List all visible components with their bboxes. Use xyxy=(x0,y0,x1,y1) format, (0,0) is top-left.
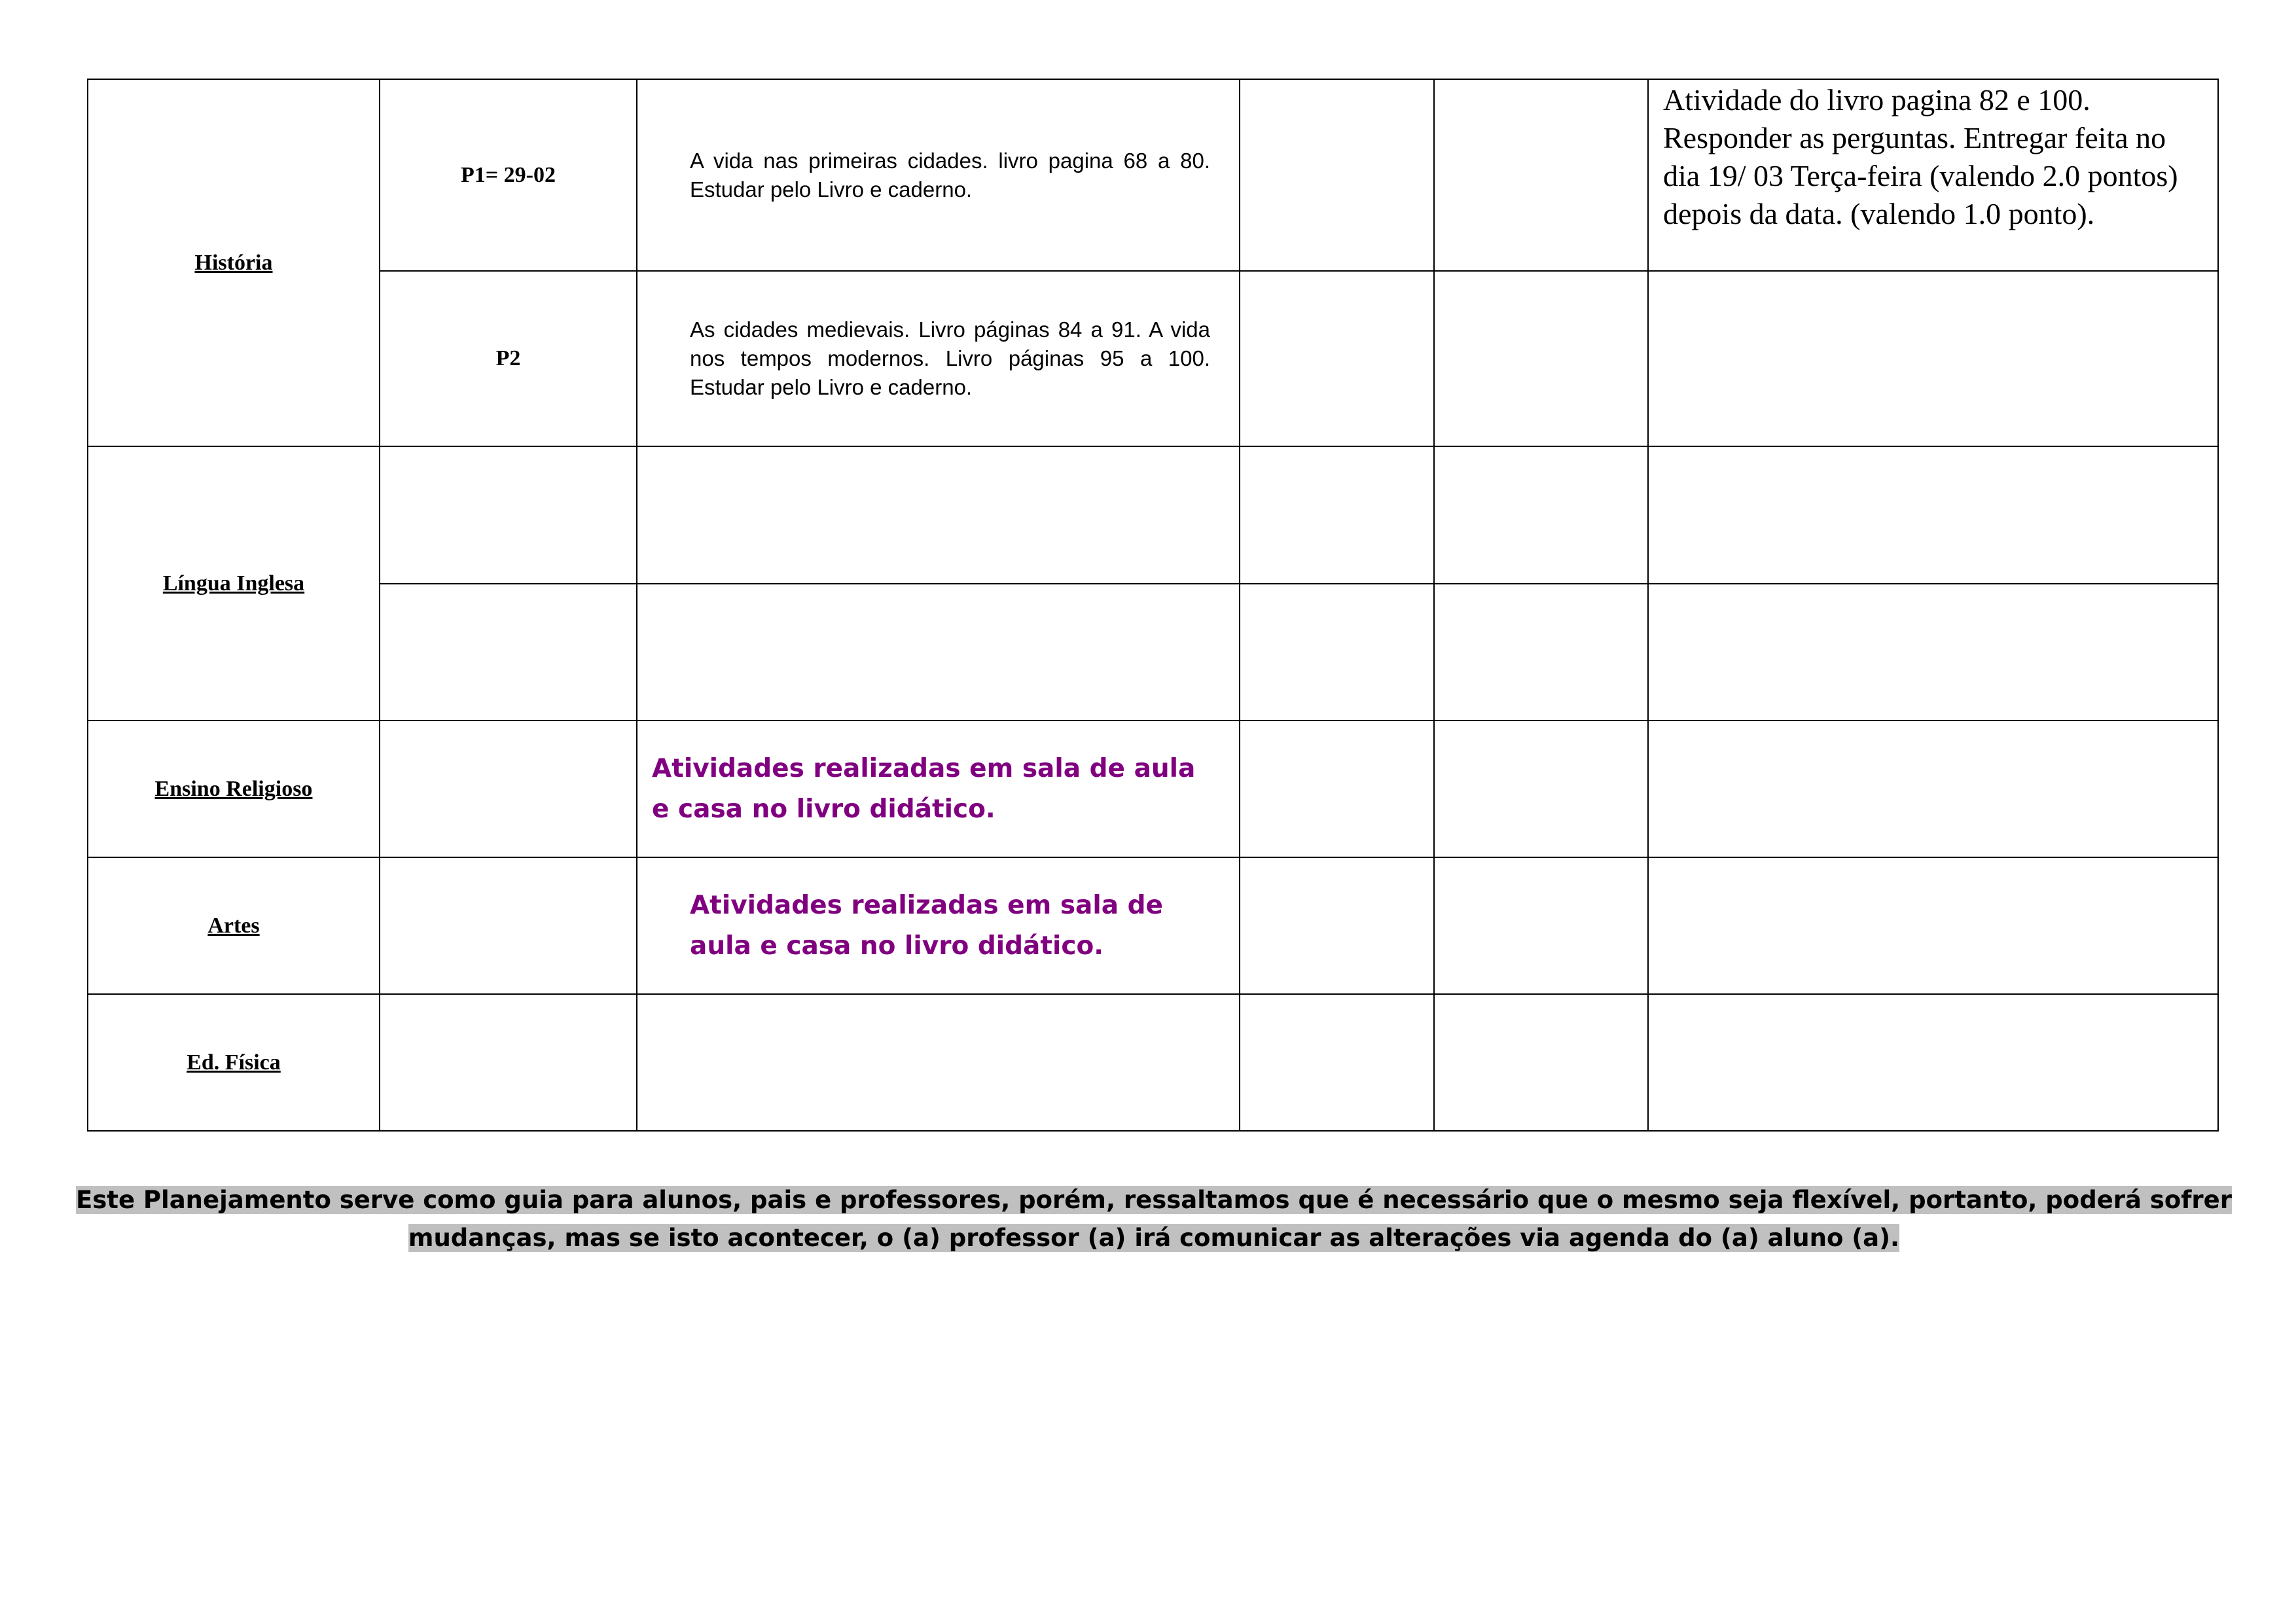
empty-cell xyxy=(1240,721,1434,857)
empty-cell xyxy=(1648,721,2218,857)
empty-cell xyxy=(1434,271,1648,446)
subject-lingua-inglesa: Língua Inglesa xyxy=(88,446,380,721)
empty-cell xyxy=(1648,994,2218,1131)
footer-note xyxy=(67,1181,2240,1257)
empty-cell xyxy=(1240,271,1434,446)
notes-historia-p1: Atividade do livro pagina 82 e 100. Responder as perguntas. Entregar feita no dia 19/ 03 Terça-feira (valendo 2.0 pontos) depois da data. (valendo 1.0 ponto). xyxy=(1648,79,2218,271)
subject-artes: Artes xyxy=(88,857,380,994)
subject-ensino-religioso: Ensino Religioso xyxy=(88,721,380,857)
content-artes: Atividades realizadas em sala de aula e casa no livro didático. xyxy=(637,857,1240,994)
empty-cell xyxy=(380,994,637,1131)
empty-cell xyxy=(637,584,1240,721)
empty-cell xyxy=(637,994,1240,1131)
notes-historia-p2 xyxy=(1648,271,2218,446)
empty-cell xyxy=(1240,584,1434,721)
period-label-p1: P1= 29-02 xyxy=(380,79,637,271)
empty-cell xyxy=(1240,446,1434,584)
empty-cell xyxy=(1434,584,1648,721)
empty-cell xyxy=(1648,584,2218,721)
subject-ed-fisica: Ed. Física xyxy=(88,994,380,1131)
content-ensino-religioso: Atividades realizadas em sala de aula e casa no livro didático. xyxy=(637,721,1240,857)
table-row xyxy=(88,446,2218,584)
empty-cell xyxy=(1240,857,1434,994)
table-row xyxy=(88,857,2218,994)
table-row xyxy=(88,994,2218,1131)
empty-cell xyxy=(380,721,637,857)
empty-cell xyxy=(1434,79,1648,271)
empty-cell xyxy=(1240,79,1434,271)
content-historia-p2: As cidades medievais. Livro páginas 84 a 91. A vida nos tempos modernos. Livro páginas 95 a 100. Estudar pelo Livro e caderno. xyxy=(637,271,1240,446)
table-row xyxy=(88,721,2218,857)
planning-table xyxy=(87,79,2219,1132)
subject-historia: História xyxy=(88,79,380,446)
table-row xyxy=(88,271,2218,446)
empty-cell xyxy=(1434,857,1648,994)
empty-cell xyxy=(1434,446,1648,584)
empty-cell xyxy=(380,446,637,584)
table-row xyxy=(88,584,2218,721)
footer-text: Este Planejamento serve como guia para alunos, pais e professores, porém, ressaltamos que é necessário que o mesmo seja flexível, portanto, poderá sofrer mudanças, mas se isto acontecer, o (a) professor (a) irá comunicar as alterações via agenda do (a) aluno (a). xyxy=(75,1186,2233,1252)
empty-cell xyxy=(637,446,1240,584)
period-label-p2: P2 xyxy=(380,271,637,446)
empty-cell xyxy=(380,857,637,994)
table-row xyxy=(88,79,2218,271)
empty-cell xyxy=(1648,446,2218,584)
empty-cell xyxy=(1648,857,2218,994)
empty-cell xyxy=(380,584,637,721)
empty-cell xyxy=(1434,994,1648,1131)
empty-cell xyxy=(1240,994,1434,1131)
empty-cell xyxy=(1434,721,1648,857)
content-historia-p1: A vida nas primeiras cidades. livro pagina 68 a 80. Estudar pelo Livro e caderno. xyxy=(637,79,1240,271)
